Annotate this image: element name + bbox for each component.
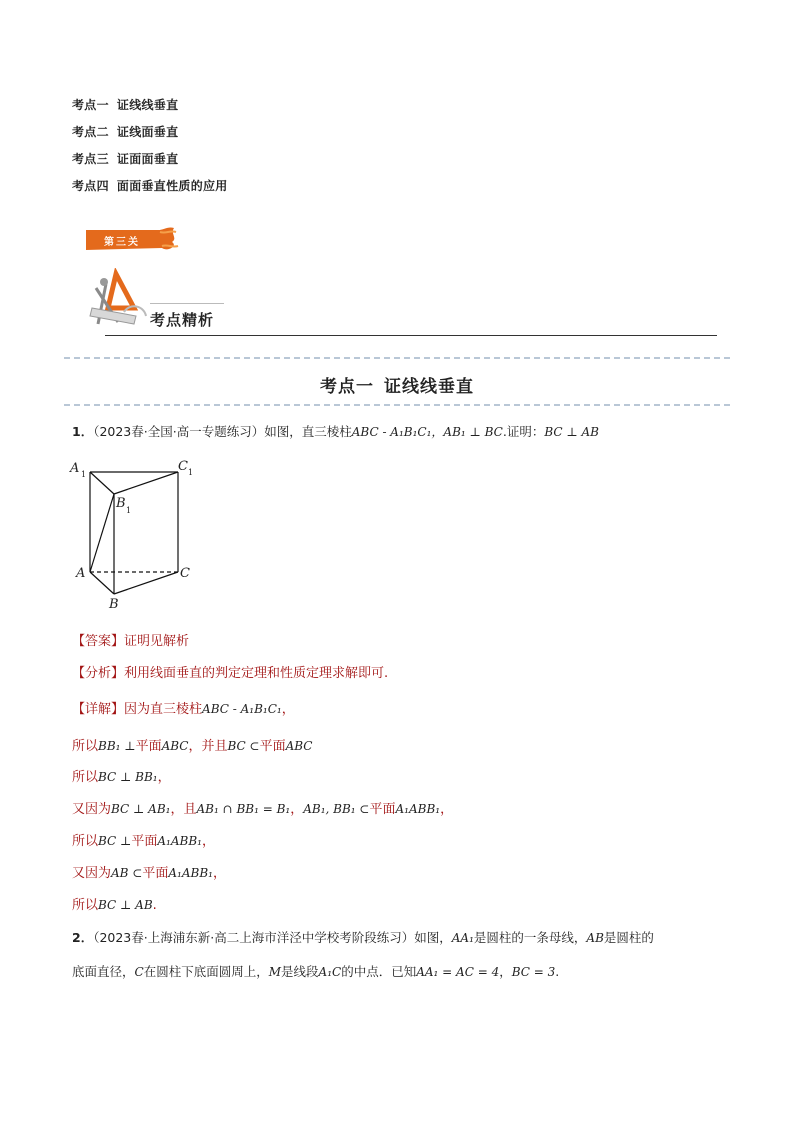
label-C1: C [178,459,188,474]
label-A1: A [70,461,80,476]
dashed-divider-bottom [64,404,730,406]
proof-line-5: 又因为AB ⊂平面A₁ABB₁， [72,866,226,881]
question-2-line-1: 2．（2023春·上海浦东新·高二上海市洋泾中学校考阶段练习）如图，AA₁是圆柱的一条母线，AB是圆柱的 [72,930,654,945]
toc-item-3[interactable]: 考点三 证面面垂直 [72,152,179,166]
proof-line-3: 又因为BC ⊥ AB₁，且AB₁ ∩ BB₁ = B₁，AB₁, BB₁ ⊂平面A₁ABB₁， [72,802,454,817]
answer-line: 【答案】证明见解析 [72,634,190,649]
toc-item-1[interactable]: 考点一 证线线垂直 [72,98,179,112]
ribbon-label: 第三关 [104,237,140,248]
dashed-divider-top [64,357,730,359]
section-divider [105,335,717,336]
proof-line-2: 所以BC ⊥ BB₁， [72,770,171,785]
proof-line-4: 所以BC ⊥平面A₁ABB₁， [72,834,215,849]
question-1: 1．（2023春·全国·高一专题练习）如图，直三棱柱ABC - A₁B₁C₁，AB₁ ⊥ BC.证明：BC ⊥ AB [72,424,599,439]
label-C: C [180,566,190,581]
toc-item-2[interactable]: 考点二 证线面垂直 [72,125,179,139]
header-top-rule [150,303,224,304]
proof-line-6: 所以BC ⊥ AB. [72,898,157,913]
toc-item-4[interactable]: 考点四 面面垂直性质的应用 [72,179,228,193]
proof-line-1: 所以BB₁ ⊥平面ABC，并且BC ⊂平面ABC [72,739,313,754]
detail-line: 【详解】因为直三棱柱ABC - A₁B₁C₁， [72,702,295,717]
label-B1: B [116,496,126,511]
label-A: A [76,566,86,581]
question-2-line-2: 底面直径，C在圆柱下底面圆周上，M是线段A₁C的中点．已知AA₁ = AC = 4，BC = 3. [72,964,560,979]
prism-figure [70,458,200,618]
label-B: B [109,597,119,612]
topic-title: 考点一 证线线垂直 [320,377,474,397]
ruler-compass-icon [88,268,150,330]
analysis-line: 【分析】利用线面垂直的判定定理和性质定理求解即可. [72,666,389,681]
section-title: 考点精析 [150,311,215,329]
